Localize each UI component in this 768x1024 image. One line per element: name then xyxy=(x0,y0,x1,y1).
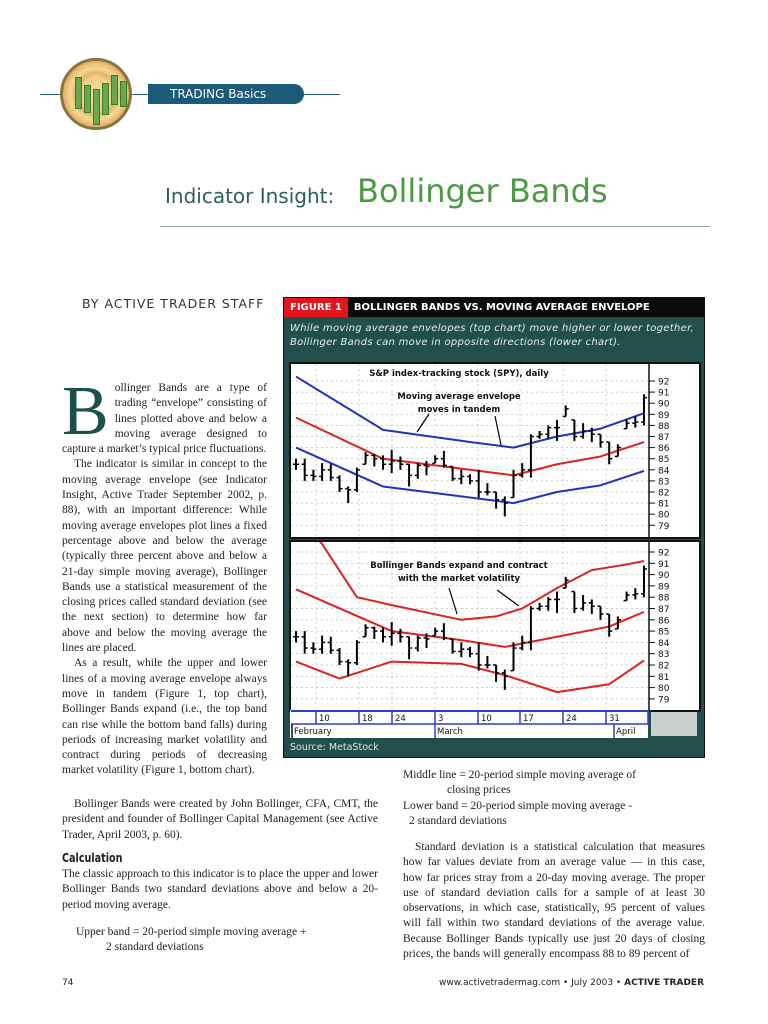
bollinger-panel xyxy=(290,512,700,711)
formula-line: Upper band = 20-period simple moving average + xyxy=(76,926,307,938)
y-tick-label: 79 xyxy=(658,695,670,706)
middle-line-formula xyxy=(403,768,636,829)
date-axis xyxy=(290,710,697,738)
figure-caption: While moving average envelopes (top chart) move higher or lower together, Bollinger Bands can move in opposite directions (lower chart). xyxy=(290,323,695,348)
figure-1 xyxy=(283,297,705,758)
y-tick-label: 81 xyxy=(658,499,670,510)
y-tick-label: 92 xyxy=(658,377,670,388)
article-paragraph-wide xyxy=(62,797,378,843)
y-tick-label: 86 xyxy=(658,444,670,455)
y-tick-label: 91 xyxy=(658,388,670,399)
y-tick-label: 87 xyxy=(658,433,670,443)
y-tick-label: 80 xyxy=(658,510,670,521)
y-tick-label: 83 xyxy=(658,477,670,488)
page-title: Bollinger Bands xyxy=(357,172,608,210)
paragraph: The classic approach to this indicator is to place the upper and lower Bollinger Bands two standard deviations above and below a 20-period moving average. xyxy=(62,868,378,911)
chart-title: S&P index-tracking stock (SPY), daily xyxy=(369,369,549,379)
y-tick-label: 84 xyxy=(658,638,670,649)
page-number: 74 xyxy=(62,978,74,988)
bollinger-chart xyxy=(289,362,701,738)
y-tick-label: 90 xyxy=(658,399,670,410)
title-prefix: Indicator Insight: xyxy=(165,184,335,208)
y-tick-label: 85 xyxy=(658,627,670,638)
y-tick-label: 91 xyxy=(658,559,670,570)
month-label: February xyxy=(294,727,332,737)
figure-title: BOLLINGER BANDS VS. MOVING AVERAGE ENVELOPE xyxy=(353,302,650,313)
chart-annotation: moves in tandem xyxy=(417,405,501,415)
intro-paragraph xyxy=(62,373,267,457)
formula-line: closing prices xyxy=(447,784,511,797)
paragraph: Standard deviation is a statistical calculation that measures how far values deviate from an average value — in this case, how far prices stray from a 20-day moving average. The proper use of standard deviation calls for a sample of at least 30 observations, in which case, statistically, 95 percent of values will fall within two standard deviations of the average value. Because Bollinger Bands typically use just 20 days of closing prices, the bands will generally encompass 88 to 89 percent of xyxy=(403,841,705,961)
date-tick-label: 24 xyxy=(566,714,577,724)
y-tick-label: 80 xyxy=(658,684,670,695)
y-tick-label: 85 xyxy=(658,455,670,466)
y-tick-label: 86 xyxy=(658,616,670,627)
date-tick-label: 17 xyxy=(523,714,534,724)
formula-line: 2 standard deviations xyxy=(409,814,507,827)
axis-corner-box xyxy=(651,712,697,736)
y-tick-label: 82 xyxy=(658,661,670,672)
y-tick-label: 89 xyxy=(658,582,670,593)
date-tick-label: 18 xyxy=(362,714,373,724)
month-label: April xyxy=(616,727,636,737)
formula-line: Middle line = 20-period simple moving average of xyxy=(403,769,636,781)
upper-band-formula xyxy=(76,925,306,956)
paragraph: As a result, while the upper and lower lines of a moving average envelope always move in tandem (Figure 1, top chart), Bollinger Bands expand (i.e., the top band can rise while the bottom band falls) during periods of increasing market volatility and contract during periods of decreasing market volatility (Figure 1, bottom chart). xyxy=(62,657,267,777)
trading-basics-logo xyxy=(60,58,132,130)
paragraph: Bollinger Bands were created by John Bollinger, CFA, CMT, the president and founder of Bollinger Capital Management (see Active Trader, April 2003, p. 60). xyxy=(62,798,378,841)
intro-text: ollinger Bands are a type of trading “envelope” consisting of lines plotted above and below a moving average designed to capture a market’s typical price fluctuations. xyxy=(62,382,267,456)
envelope-panel xyxy=(290,363,700,538)
figure-number: FIGURE 1 xyxy=(284,298,348,317)
y-tick-label: 88 xyxy=(658,593,670,604)
chart-annotation: with the market volatility xyxy=(397,574,521,584)
footer-site: www.activetradermag.com • July 2003 • xyxy=(439,978,625,988)
byline: BY ACTIVE TRADER STAFF xyxy=(82,296,265,311)
y-tick-label: 84 xyxy=(658,466,670,477)
figure-source: Source: MetaStock xyxy=(290,742,379,753)
paragraph: The indicator is similar in concept to the moving average envelope (see Indicator Insight, Active Trader September 2002, p. 88), with an important difference: While moving average envelopes plot lines a fixed percentage above and below the average (typically three percent above and below a 21-day simple moving average), Bollinger Bands use a statistical measurement of the closing prices called standard deviation (see the next section) to determine how far above and below the moving average the lines are placed. xyxy=(62,458,267,655)
date-tick-label: 24 xyxy=(395,714,406,724)
chart-annotation: Bollinger Bands expand and contract xyxy=(370,561,548,571)
formula-line: 2 standard deviations xyxy=(106,941,204,954)
calculation-paragraph xyxy=(62,867,378,913)
date-tick-label: 10 xyxy=(481,714,492,724)
chart-annotation: Moving average envelope xyxy=(397,392,521,402)
article-right-column xyxy=(403,840,705,962)
section-label: TRADING Basics xyxy=(148,84,304,104)
article-left-column xyxy=(62,373,267,779)
y-tick-label: 88 xyxy=(658,421,670,432)
drop-cap: B xyxy=(62,373,109,450)
y-tick-label: 89 xyxy=(658,410,670,421)
y-tick-label: 83 xyxy=(658,650,670,661)
y-tick-label: 81 xyxy=(658,672,670,683)
y-tick-label: 87 xyxy=(658,605,670,615)
title-rule xyxy=(160,226,710,227)
month-label: March xyxy=(437,727,463,737)
date-tick-label: 10 xyxy=(319,714,330,724)
y-tick-label: 79 xyxy=(658,521,670,532)
formula-line: Lower band = 20-period simple moving average - xyxy=(403,799,633,812)
date-tick-label: 31 xyxy=(609,714,620,724)
panel-background xyxy=(290,363,700,538)
date-tick-label: 3 xyxy=(438,714,444,724)
y-tick-label: 90 xyxy=(658,571,670,582)
y-tick-label: 82 xyxy=(658,488,670,499)
calculation-heading: Calculation xyxy=(62,851,123,865)
footer-brand: ACTIVE TRADER xyxy=(624,978,704,988)
y-tick-label: 92 xyxy=(658,548,670,559)
figure-title-bar xyxy=(284,298,704,317)
footer-credit xyxy=(439,978,704,988)
